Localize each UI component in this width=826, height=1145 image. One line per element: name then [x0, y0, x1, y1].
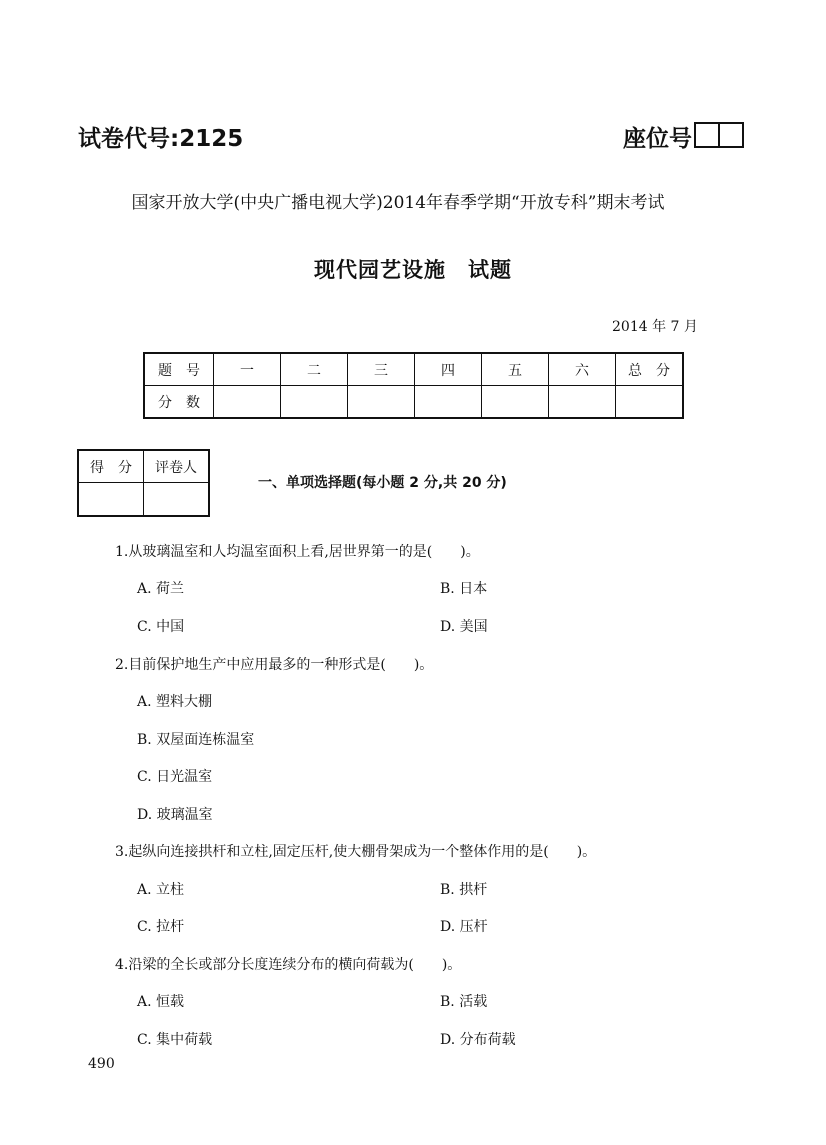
question-option: C. 集中荷载 — [137, 1032, 213, 1048]
score-header-cell: 三 — [348, 353, 415, 386]
question-option: A. 塑料大棚 — [137, 694, 213, 710]
question-option: A. 立柱 — [137, 882, 185, 898]
seat-box — [694, 122, 720, 148]
section-title: 一、单项选择题(每小题 2 分,共 20 分) — [258, 475, 507, 491]
score-header-total: 总 分 — [616, 353, 684, 386]
score-cell — [415, 386, 482, 419]
grader-score-cell — [78, 483, 144, 517]
question-option: A. 恒载 — [137, 994, 185, 1010]
score-header-cell: 四 — [415, 353, 482, 386]
question-text: 2.目前保护地生产中应用最多的一种形式是( )。 — [115, 657, 434, 673]
question-option: D. 美国 — [440, 619, 488, 635]
question-option: B. 活载 — [440, 994, 488, 1010]
score-header-cell: 一 — [214, 353, 281, 386]
score-header-label: 题 号 — [144, 353, 214, 386]
page-number: 490 — [88, 1056, 115, 1072]
grader-name-label: 评卷人 — [144, 450, 210, 483]
exam-date: 2014 年 7 月 — [612, 319, 698, 335]
score-header-cell: 六 — [549, 353, 616, 386]
grader-score-label: 得 分 — [78, 450, 144, 483]
question-option: C. 拉杆 — [137, 919, 185, 935]
score-row-label: 分 数 — [144, 386, 214, 419]
score-table-score-row — [144, 386, 683, 419]
score-cell — [482, 386, 549, 419]
score-header-cell: 五 — [482, 353, 549, 386]
question-option: B. 拱杆 — [440, 882, 488, 898]
score-header-cell: 二 — [281, 353, 348, 386]
question-text: 3.起纵向连接拱杆和立柱,固定压杆,使大棚骨架成为一个整体作用的是( )。 — [115, 844, 597, 860]
question-option: C. 日光温室 — [137, 769, 213, 785]
grader-name-cell — [144, 483, 210, 517]
question-option: A. 荷兰 — [137, 581, 185, 597]
score-cell — [348, 386, 415, 419]
question-text: 1.从玻璃温室和人均温室面积上看,居世界第一的是( )。 — [115, 544, 480, 560]
question-text: 4.沿梁的全长或部分长度连续分布的横向荷载为( )。 — [115, 957, 462, 973]
question-option: B. 双屋面连栋温室 — [137, 732, 255, 748]
grader-box — [77, 449, 210, 517]
seat-number-boxes — [694, 122, 744, 148]
score-table-header-row — [144, 353, 683, 386]
question-option: D. 压杆 — [440, 919, 488, 935]
question-option: B. 日本 — [440, 581, 488, 597]
score-cell — [281, 386, 348, 419]
question-option: C. 中国 — [137, 619, 185, 635]
score-cell — [616, 386, 684, 419]
exam-code: 试卷代号:2125 — [78, 126, 244, 152]
institution-line: 国家开放大学(中央广播电视大学)2014年春季学期“开放专科”期末考试 — [131, 193, 665, 213]
seat-box — [720, 122, 744, 148]
score-cell — [549, 386, 616, 419]
seat-number — [623, 120, 744, 153]
question-option: D. 玻璃温室 — [137, 807, 213, 823]
score-table — [143, 352, 684, 419]
exam-title: 现代园艺设施 试题 — [314, 258, 512, 282]
score-cell — [214, 386, 281, 419]
question-option: D. 分布荷载 — [440, 1032, 516, 1048]
seat-number-label: 座位号 — [623, 126, 692, 152]
